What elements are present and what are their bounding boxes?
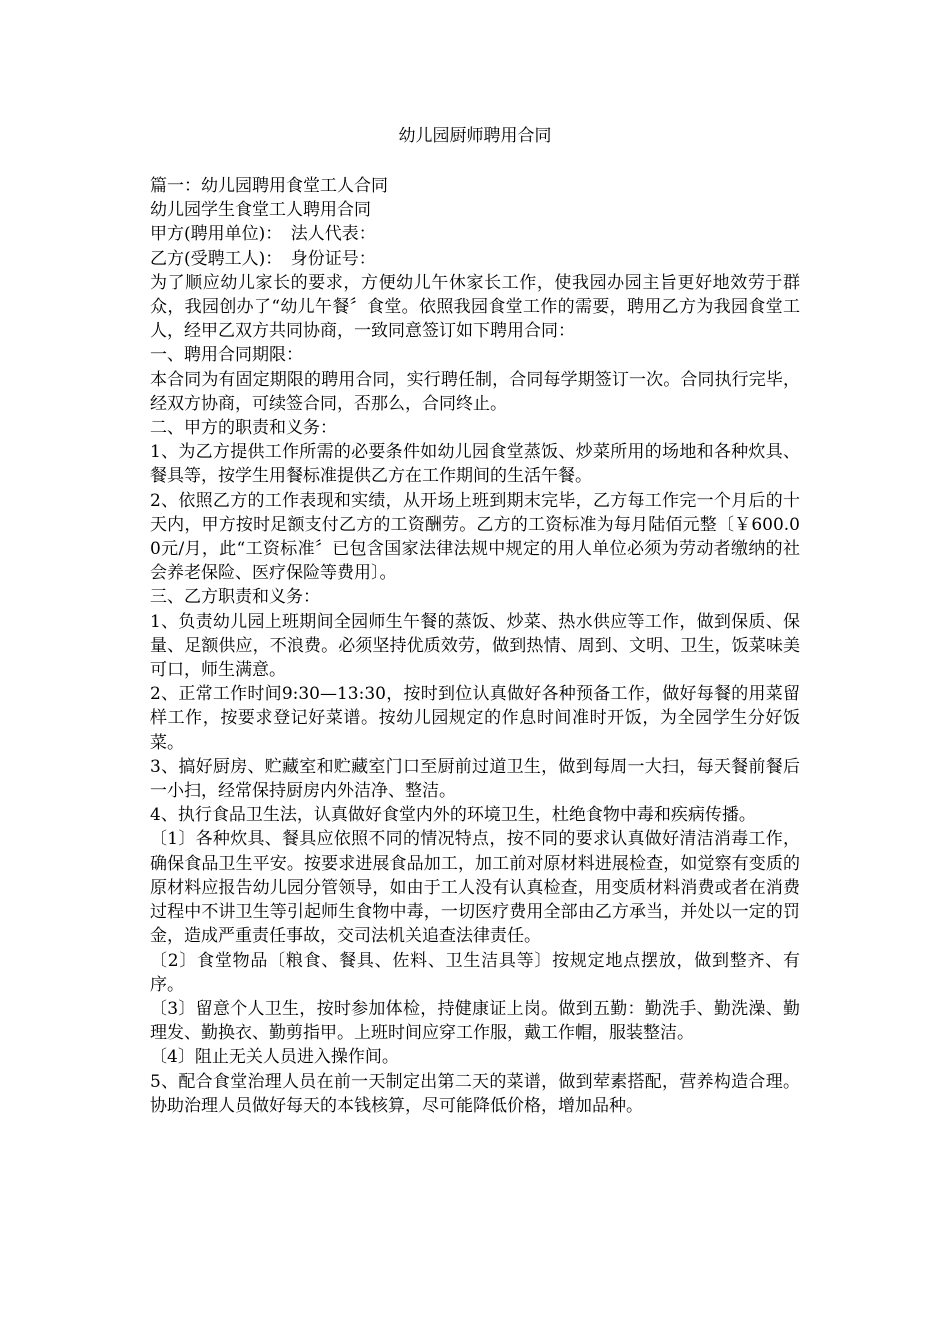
party-b-line: 乙方(受聘工人)： 身份证号： <box>150 248 376 269</box>
section-heading-part-one: 篇一：幼儿园聘用食堂工人合同 <box>150 176 388 196</box>
party-a-duty-1: 1、为乙方提供工作所需的必要条件如幼儿园食堂蒸饭、炒菜所用的场地和各种炊具、餐具等，按学生用餐标准提供乙方在工作期间的生活午餐。 <box>150 442 800 487</box>
party-b-duty-5: 5、配合食堂治理人员在前一天制定出第二天的菜谱，做到荤素搭配，营养构造合理。协助治理人员做好每天的本钱核算，尽可能降低价格，增加品种。 <box>150 1071 800 1116</box>
preamble-paragraph: 为了顺应幼儿家长的要求，方便幼儿午休家长工作，使我园办园主旨更好地效劳于群众，我园创办了“幼儿午餐〞食堂。依照我园食堂工作的需要，聘用乙方为我园食堂工人，经甲乙双方共同协商，一致同意签订如下聘用合同： <box>150 272 800 342</box>
term-paragraph: 本合同为有固定期限的聘用合同，实行聘任制，合同每学期签订一次。合同执行完毕，经双方协商，可续签合同，否那么，合同终止。 <box>150 369 800 414</box>
party-b-duty-4-item-1: 〔1〕各种炊具、餐具应依照不同的情况特点，按不同的要求认真做好清洁消毒工作，确保食品卫生平安。按要求进展食品加工，加工前对原材料进展检查，如觉察有变质的原材料应报告幼儿园分管领导，如由于工人没有认真检查，用变质材料消费或者在消费过程中不讲卫生等引起师生食物中毒，一切医疗费用全部由乙方承当，并处以一定的罚金，造成严重责任事故，交司法机关追查法律责任。 <box>150 829 800 947</box>
party-b-duty-4: 4、执行食品卫生法，认真做好食堂内外的环境卫生，杜绝食物中毒和疾病传播。 <box>150 805 756 826</box>
party-a-line: 甲方(聘用单位)： 法人代表： <box>150 224 376 245</box>
party-a-duty-2: 2、依照乙方的工作表现和实绩，从开场上班到期末完毕，乙方每工作完一个月后的十天内，甲方按时足额支付乙方的工资酬劳。乙方的工资标准为每月陆佰元整〔￥600.00元/月，此“工资标准〞已包含国家法律法规中规定的用人单位必须为劳动者缴纳的社会养老保险、医疗保险等费用〕。 <box>150 490 800 584</box>
section-heading-party-b-duties: 三、乙方职责和义务： <box>150 587 320 608</box>
party-b-duty-2: 2、正常工作时间9:30—13:30，按时到位认真做好各种预备工作，做好每餐的用菜留样工作，按要求登记好菜谱。按幼儿园规定的作息时间准时开饭，为全园学生分好饭菜。 <box>150 684 800 753</box>
document-body <box>150 174 800 1118</box>
document-title: 幼儿园厨师聘用合同 <box>398 126 552 146</box>
party-b-duty-3: 3、搞好厨房、贮藏室和贮藏室门口至厨前过道卫生，做到每周一大扫，每天餐前餐后一小扫，经常保持厨房内外洁净、整洁。 <box>150 756 800 802</box>
section-heading-term: 一、聘用合同期限： <box>150 345 303 366</box>
contract-subtitle: 幼儿园学生食堂工人聘用合同 <box>150 200 371 221</box>
section-heading-party-a-duties: 二、甲方的职责和义务： <box>150 418 337 439</box>
party-b-duty-4-item-4: 〔4〕阻止无关人员进入操作间。 <box>150 1047 399 1068</box>
party-b-duty-4-item-2: 〔2〕食堂物品〔粮食、餐具、佐料、卫生洁具等〕按规定地点摆放，做到整齐、有序。 <box>150 950 800 995</box>
party-b-duty-1: 1、负责幼儿园上班期间全园师生午餐的蒸饭、炒菜、热水供应等工作，做到保质、保量、足额供应，不浪费。必须坚持优质效劳，做到热情、周到、文明、卫生，饭菜味美可口，师生满意。 <box>150 611 800 681</box>
party-b-duty-4-item-3: 〔3〕留意个人卫生，按时参加体检，持健康证上岗。做到五勤：勤洗手、勤洗澡、勤理发、勤换衣、勤剪指甲。上班时间应穿工作服，戴工作帽，服装整洁。 <box>150 998 800 1044</box>
